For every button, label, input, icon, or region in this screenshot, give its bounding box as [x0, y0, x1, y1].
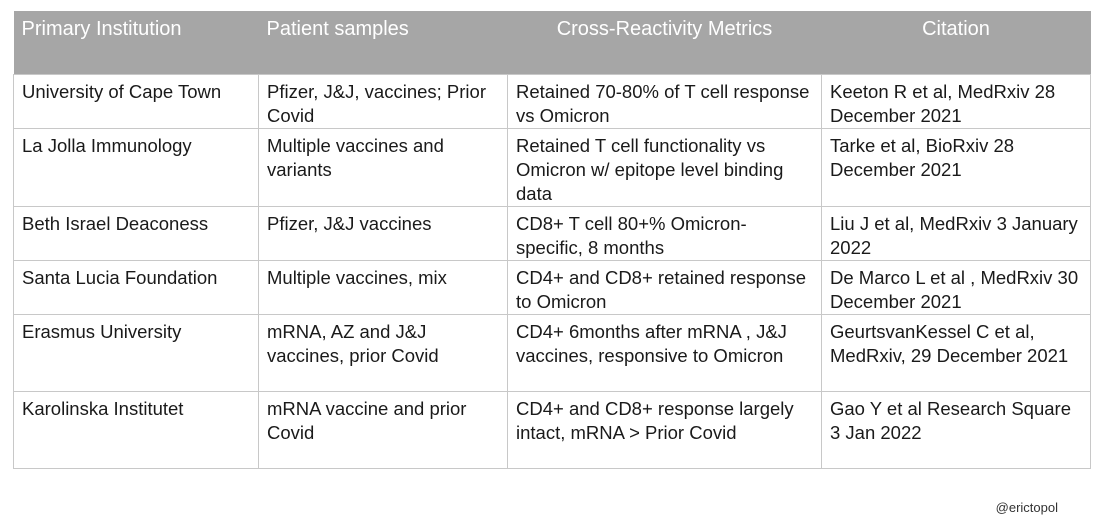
samples-cell: Pfizer, J&J vaccines	[259, 206, 508, 260]
institution-cell: Santa Lucia Foundation	[14, 260, 259, 314]
header-patient-samples: Patient samples	[266, 18, 409, 40]
metrics-cell: Retained 70-80% of T cell response vs Omicron	[508, 74, 822, 128]
table-header-row	[14, 11, 1091, 74]
header-cross-reactivity-metrics: Cross-Reactivity Metrics	[556, 18, 773, 40]
metrics-cell: CD8+ T cell 80+% Omicron-specific, 8 months	[508, 206, 822, 260]
citation-cell: Gao Y et al Research Square 3 Jan 2022	[822, 391, 1091, 468]
header-citation: Citation	[922, 18, 990, 40]
metrics-cell: CD4+ 6months after mRNA , J&J vaccines, responsive to Omicron	[508, 314, 822, 391]
metrics-cell: Retained T cell functionality vs Omicron w/ epitope level binding data	[508, 128, 822, 206]
citation-cell: Tarke et al, BioRxiv 28 December 2021	[822, 128, 1091, 206]
table-row	[14, 314, 1091, 391]
citation-cell: De Marco L et al , MedRxiv 30 December 2021	[822, 260, 1091, 314]
institution-cell: University of Cape Town	[14, 74, 259, 128]
table-row	[14, 74, 1091, 128]
citation-cell: Keeton R et al, MedRxiv 28 December 2021	[822, 74, 1091, 128]
table-row	[14, 206, 1091, 260]
t-cell-omicron-table	[13, 11, 1091, 469]
metrics-cell: CD4+ and CD8+ response largely intact, mRNA > Prior Covid	[508, 391, 822, 468]
institution-cell: La Jolla Immunology	[14, 128, 259, 206]
header-primary-institution: Primary Institution	[21, 18, 182, 40]
institution-cell: Karolinska Institutet	[14, 391, 259, 468]
citation-cell: Liu J et al, MedRxiv 3 January 2022	[822, 206, 1091, 260]
citation-cell: GeurtsvanKessel C et al, MedRxiv, 29 December 2021	[822, 314, 1091, 391]
metrics-cell: CD4+ and CD8+ retained response to Omicron	[508, 260, 822, 314]
samples-cell: Multiple vaccines and variants	[259, 128, 508, 206]
samples-cell: mRNA, AZ and J&J vaccines, prior Covid	[259, 314, 508, 391]
table-row	[14, 391, 1091, 468]
table-row	[14, 128, 1091, 206]
institution-cell: Beth Israel Deaconess	[14, 206, 259, 260]
table-row	[14, 260, 1091, 314]
data-table-container	[13, 11, 1090, 469]
institution-cell: Erasmus University	[14, 314, 259, 391]
author-credit: @erictopol	[995, 500, 1058, 515]
samples-cell: Multiple vaccines, mix	[259, 260, 508, 314]
samples-cell: mRNA vaccine and prior Covid	[259, 391, 508, 468]
samples-cell: Pfizer, J&J, vaccines; Prior Covid	[259, 74, 508, 128]
